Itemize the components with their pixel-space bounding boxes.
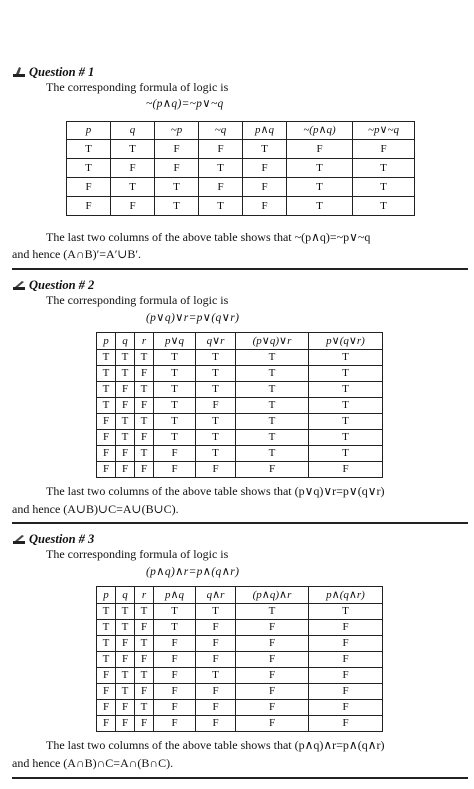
table-cell: T (116, 620, 135, 636)
table-cell: T (287, 178, 353, 197)
table-cell: T (196, 446, 236, 462)
table-cell: F (67, 197, 111, 216)
table-cell: T (155, 197, 199, 216)
question-3-set-identity: and hence (A∩B)∩C=A∩(B∩C). (12, 756, 174, 770)
table-cell: T (196, 414, 236, 430)
table-cell: F (236, 700, 309, 716)
table-cell: F (196, 398, 236, 414)
table-row (97, 620, 383, 636)
table-cell: F (97, 430, 116, 446)
question-1-set-identity: and hence (A∩B)′=A′∪B′. (12, 247, 141, 261)
table-cell: F (196, 636, 236, 652)
column-header: p∨q (154, 333, 196, 350)
table-cell: T (97, 604, 116, 620)
table-cell: F (196, 700, 236, 716)
table-cell: T (309, 398, 383, 414)
table-header-row (67, 122, 415, 140)
table-cell: F (97, 700, 116, 716)
question-2-intro: The corresponding formula of logic is (46, 293, 229, 307)
table-row (97, 636, 383, 652)
table-cell: F (155, 140, 199, 159)
table-cell: F (154, 716, 196, 732)
table-cell: T (67, 159, 111, 178)
table-cell: F (97, 414, 116, 430)
table-cell: T (97, 382, 116, 398)
table-cell: T (97, 620, 116, 636)
table-cell: F (97, 446, 116, 462)
table-cell: F (309, 700, 383, 716)
table-row (97, 462, 383, 478)
question-3-formula: (p∧q)∧r=p∧(q∧r) (146, 566, 240, 578)
column-header: q (111, 122, 155, 140)
table-cell: F (243, 159, 287, 178)
table-row (97, 350, 383, 366)
column-header: p∨(q∨r) (309, 333, 383, 350)
table-cell: T (116, 366, 135, 382)
question-1-conclusion: The last two columns of the above table shows that ~(p∧q)=~p∨~q (46, 230, 371, 244)
column-header: ~q (199, 122, 243, 140)
section-divider (12, 268, 468, 270)
table-cell: F (97, 716, 116, 732)
table-cell: F (236, 652, 309, 668)
column-header: ~p (155, 122, 199, 140)
table-cell: T (97, 652, 116, 668)
column-header: (p∧q)∧r (236, 587, 309, 604)
table-cell: T (309, 414, 383, 430)
table-row (97, 652, 383, 668)
table-cell: T (236, 350, 309, 366)
table-row (97, 684, 383, 700)
table-cell: T (353, 178, 415, 197)
table-row (97, 366, 383, 382)
table-cell: T (196, 430, 236, 446)
table-cell: F (154, 668, 196, 684)
section-divider (12, 522, 468, 524)
table-cell: F (135, 462, 154, 478)
table-cell: F (111, 197, 155, 216)
table-cell: F (196, 652, 236, 668)
column-header: p (67, 122, 111, 140)
table-cell: T (135, 350, 154, 366)
table-cell: F (309, 716, 383, 732)
table-cell: F (154, 652, 196, 668)
table-cell: T (353, 197, 415, 216)
table-cell: T (155, 178, 199, 197)
table-cell: F (236, 684, 309, 700)
table-cell: F (154, 636, 196, 652)
table-cell: T (135, 700, 154, 716)
table-cell: F (135, 620, 154, 636)
table-header-row (97, 333, 383, 350)
column-header: (p∨q)∨r (236, 333, 309, 350)
table-cell: F (154, 700, 196, 716)
column-header: p∧(q∧r) (309, 587, 383, 604)
table-cell: T (135, 446, 154, 462)
table-cell: T (135, 604, 154, 620)
column-header: p (97, 333, 116, 350)
truth-table-1 (66, 121, 415, 216)
table-cell: F (97, 462, 116, 478)
question-2-header (12, 277, 94, 293)
table-cell: F (236, 462, 309, 478)
table-cell: F (309, 668, 383, 684)
table-cell: F (111, 159, 155, 178)
column-header: r (135, 587, 154, 604)
table-cell: T (309, 604, 383, 620)
table-cell: F (236, 668, 309, 684)
table-cell: T (97, 398, 116, 414)
column-header: ~(p∧q) (287, 122, 353, 140)
table-cell: F (243, 197, 287, 216)
table-cell: T (135, 668, 154, 684)
table-cell: T (243, 140, 287, 159)
table-cell: F (155, 159, 199, 178)
table-cell: T (116, 684, 135, 700)
question-1-title: Question # 1 (29, 64, 95, 79)
table-row (97, 604, 383, 620)
table-cell: F (236, 636, 309, 652)
table-cell: T (236, 382, 309, 398)
table-cell: F (196, 620, 236, 636)
table-cell: F (116, 700, 135, 716)
table-cell: T (309, 446, 383, 462)
table-cell: T (154, 430, 196, 446)
table-cell: T (111, 178, 155, 197)
table-header-row (97, 587, 383, 604)
truth-table-2 (96, 332, 383, 478)
table-cell: T (196, 366, 236, 382)
table-cell: T (97, 366, 116, 382)
table-row (97, 716, 383, 732)
table-cell: T (154, 366, 196, 382)
table-cell: F (309, 462, 383, 478)
table-cell: T (196, 350, 236, 366)
column-header: p (97, 587, 116, 604)
table-cell: T (135, 414, 154, 430)
table-cell: T (199, 159, 243, 178)
table-cell: F (199, 178, 243, 197)
table-row (97, 446, 383, 462)
table-cell: F (196, 684, 236, 700)
table-cell: T (196, 668, 236, 684)
table-cell: F (135, 716, 154, 732)
question-3-title: Question # 3 (29, 531, 95, 546)
table-cell: F (67, 178, 111, 197)
column-header: q∧r (196, 587, 236, 604)
table-cell: T (309, 350, 383, 366)
table-cell: F (154, 446, 196, 462)
table-cell: F (116, 716, 135, 732)
table-cell: F (236, 716, 309, 732)
table-cell: T (199, 197, 243, 216)
table-row (97, 382, 383, 398)
table-cell: T (236, 604, 309, 620)
table-cell: F (309, 652, 383, 668)
table-cell: T (309, 430, 383, 446)
table-cell: F (97, 668, 116, 684)
table-cell: F (287, 140, 353, 159)
question-2-formula: (p∨q)∨r=p∨(q∨r) (146, 312, 240, 324)
table-cell: F (353, 140, 415, 159)
question-1-formula: ~(p∧q)=~p∨~q (146, 98, 224, 110)
table-row (97, 700, 383, 716)
table-cell: F (135, 684, 154, 700)
table-cell: F (154, 684, 196, 700)
table-cell: F (309, 636, 383, 652)
writing-hand-icon (12, 279, 26, 291)
table-row (97, 398, 383, 414)
table-cell: F (236, 620, 309, 636)
table-row (67, 159, 415, 178)
table-cell: F (116, 398, 135, 414)
table-cell: F (154, 462, 196, 478)
table-row (97, 668, 383, 684)
table-cell: F (135, 652, 154, 668)
table-cell: F (309, 684, 383, 700)
table-cell: F (97, 684, 116, 700)
question-2-set-identity: and hence (A∪B)∪C=A∪(B∪C). (12, 502, 179, 516)
table-cell: T (236, 398, 309, 414)
table-cell: F (116, 652, 135, 668)
table-cell: T (135, 382, 154, 398)
column-header: p∧q (243, 122, 287, 140)
section-divider (12, 777, 468, 779)
table-cell: F (135, 398, 154, 414)
table-cell: T (236, 414, 309, 430)
question-2-conclusion: The last two columns of the above table shows that (p∨q)∨r=p∨(q∨r) (46, 484, 385, 498)
table-cell: T (196, 604, 236, 620)
question-3-intro: The corresponding formula of logic is (46, 547, 229, 561)
table-cell: T (287, 159, 353, 178)
column-header: q (116, 333, 135, 350)
table-cell: T (154, 350, 196, 366)
truth-table-3 (96, 586, 383, 732)
table-cell: T (154, 398, 196, 414)
table-cell: T (236, 366, 309, 382)
question-3-header (12, 531, 94, 547)
table-cell: T (116, 414, 135, 430)
table-row (67, 197, 415, 216)
question-1-intro: The corresponding formula of logic is (46, 80, 229, 94)
table-cell: T (111, 140, 155, 159)
table-cell: T (236, 446, 309, 462)
table-cell: T (116, 604, 135, 620)
column-header: p∧q (154, 587, 196, 604)
table-cell: T (97, 350, 116, 366)
table-cell: T (116, 430, 135, 446)
column-header: r (135, 333, 154, 350)
table-cell: T (154, 604, 196, 620)
question-1-header (12, 64, 94, 80)
table-cell: F (116, 446, 135, 462)
table-row (97, 430, 383, 446)
writing-hand-icon (12, 533, 26, 545)
table-row (67, 178, 415, 197)
question-3-conclusion: The last two columns of the above table shows that (p∧q)∧r=p∧(q∧r) (46, 738, 385, 752)
table-row (97, 414, 383, 430)
table-cell: F (196, 462, 236, 478)
column-header: q∨r (196, 333, 236, 350)
table-cell: F (135, 430, 154, 446)
table-cell: T (309, 366, 383, 382)
table-cell: T (97, 636, 116, 652)
table-cell: T (236, 430, 309, 446)
table-cell: T (135, 636, 154, 652)
table-cell: F (116, 382, 135, 398)
table-cell: T (154, 620, 196, 636)
table-cell: F (199, 140, 243, 159)
table-cell: F (116, 636, 135, 652)
table-cell: F (309, 620, 383, 636)
table-cell: F (243, 178, 287, 197)
table-cell: F (196, 716, 236, 732)
table-cell: T (67, 140, 111, 159)
table-row (67, 140, 415, 159)
column-header: ~p∨~q (353, 122, 415, 140)
table-cell: F (116, 462, 135, 478)
table-cell: T (196, 382, 236, 398)
pen-icon (12, 66, 26, 78)
table-cell: F (135, 366, 154, 382)
table-cell: T (116, 668, 135, 684)
question-2-title: Question # 2 (29, 277, 95, 292)
table-cell: T (309, 382, 383, 398)
table-cell: T (353, 159, 415, 178)
table-cell: T (154, 382, 196, 398)
column-header: q (116, 587, 135, 604)
table-cell: T (116, 350, 135, 366)
table-cell: T (154, 414, 196, 430)
table-cell: T (287, 197, 353, 216)
